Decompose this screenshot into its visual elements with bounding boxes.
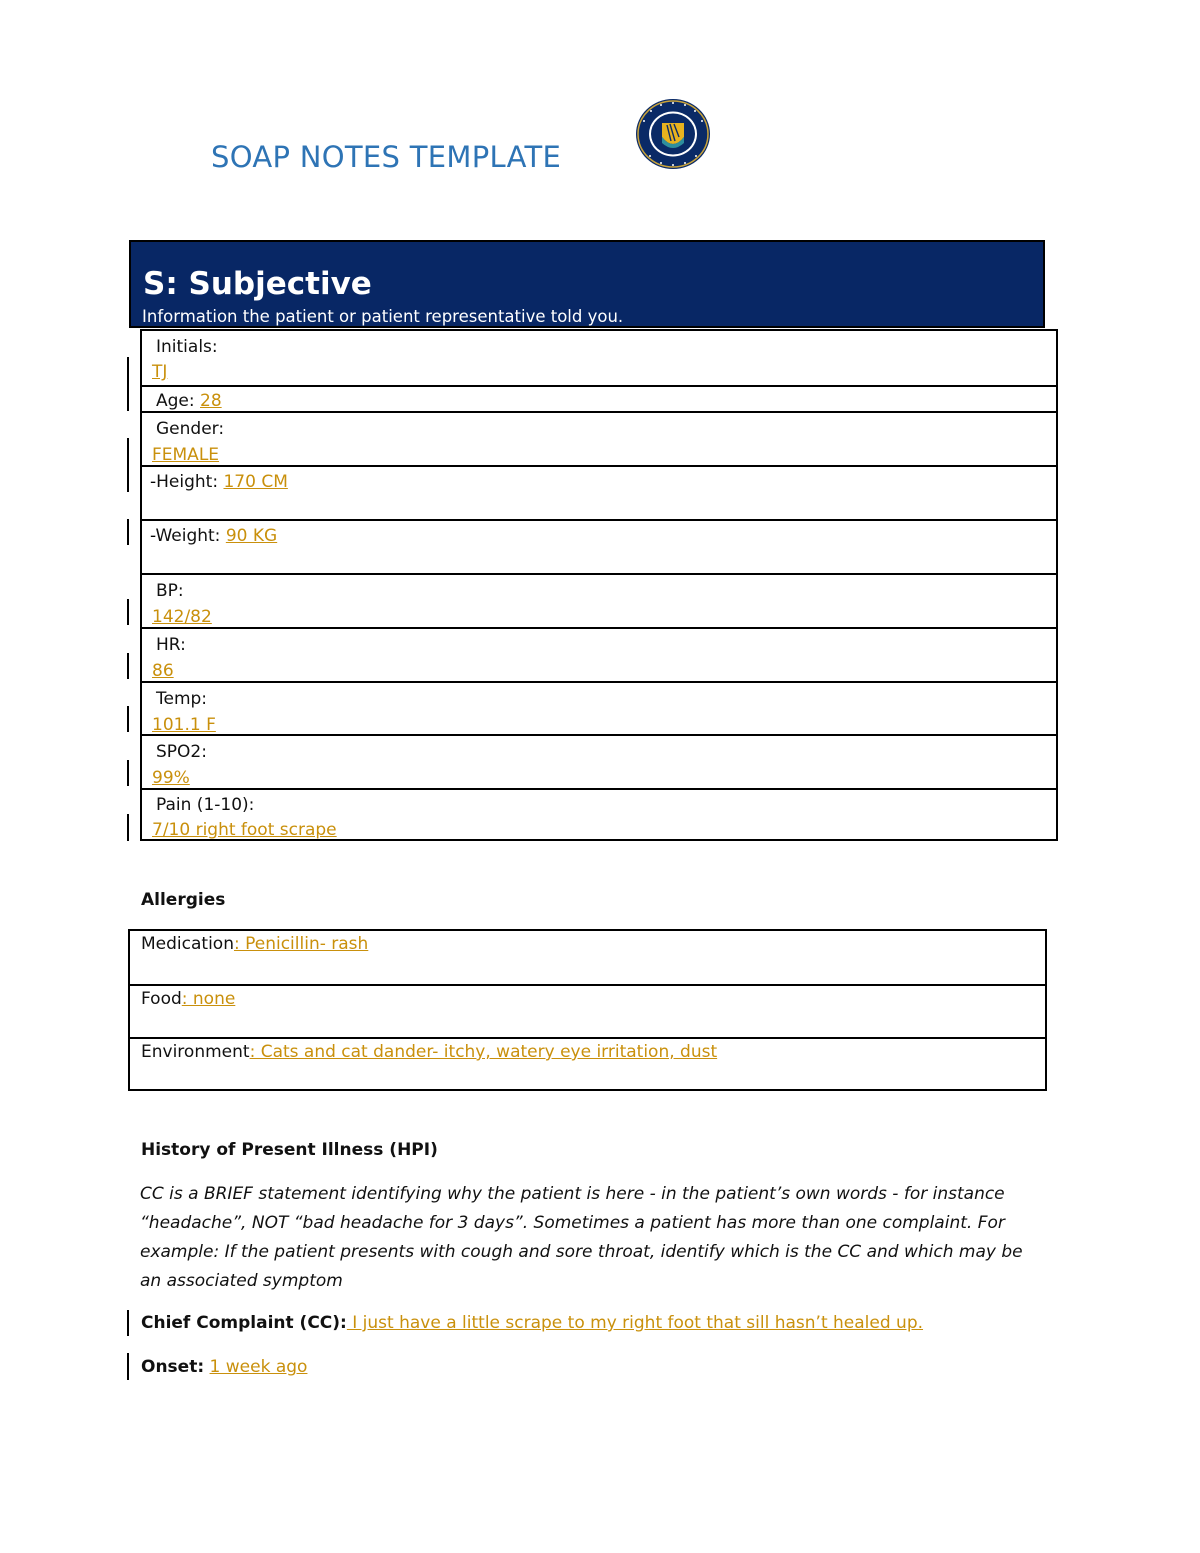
pain-value[interactable]: 7/10 right foot scrape: [152, 820, 337, 840]
temp-label: Temp:: [156, 689, 208, 709]
environment-label: Environment: [141, 1042, 250, 1062]
subjective-header: [129, 240, 1045, 328]
bp-label: BP:: [156, 581, 184, 601]
temp-row[interactable]: [142, 681, 1056, 737]
change-bar: [127, 1310, 129, 1336]
weight-row[interactable]: -Weight: 90 KG: [142, 519, 1056, 575]
pain-label: Pain (1-10):: [156, 795, 255, 815]
hr-label: HR:: [156, 635, 186, 655]
medication-row[interactable]: [130, 931, 1045, 985]
bp-value[interactable]: 142/82: [152, 607, 212, 627]
food-value[interactable]: : none: [181, 989, 236, 1009]
hr-row[interactable]: [142, 627, 1056, 683]
change-bar: [127, 519, 129, 545]
age-row[interactable]: [142, 385, 1056, 413]
height-row[interactable]: -Height: 170 CM: [142, 465, 1056, 521]
age-value[interactable]: 28: [200, 391, 222, 411]
chief-complaint-line[interactable]: [141, 1313, 923, 1333]
initials-row[interactable]: [142, 331, 1056, 385]
hpi-heading: History of Present Illness (HPI): [141, 1140, 438, 1160]
spo2-value[interactable]: 99%: [152, 768, 190, 788]
change-bar: [127, 599, 129, 625]
onset-line[interactable]: [141, 1357, 307, 1377]
weight-label: Weight:: [155, 526, 221, 546]
change-bar: [127, 814, 129, 841]
age-label: Age:: [156, 391, 195, 411]
bp-row[interactable]: [142, 573, 1056, 629]
change-bar: [127, 760, 129, 786]
vitals-table: [140, 329, 1058, 841]
initials-value[interactable]: TJ: [152, 362, 168, 382]
university-seal-logo: [634, 97, 712, 171]
allergies-heading: Allergies: [141, 890, 226, 910]
subjective-subtitle: Information the patient or patient representative told you.: [142, 307, 624, 326]
spo2-label: SPO2:: [156, 742, 207, 762]
chief-complaint-label: Chief Complaint (CC):: [141, 1313, 347, 1333]
gender-row[interactable]: [142, 411, 1056, 467]
chief-complaint-value[interactable]: I just have a little scrape to my right foot that sill hasn’t healed up.: [346, 1313, 924, 1333]
onset-value[interactable]: 1 week ago: [209, 1357, 308, 1377]
spo2-row[interactable]: [142, 734, 1056, 790]
environment-row[interactable]: [130, 1037, 1045, 1091]
change-bar: [127, 357, 129, 411]
pain-row[interactable]: [142, 788, 1056, 841]
document-title: SOAP NOTES TEMPLATE: [211, 140, 562, 174]
weight-value[interactable]: 90 KG: [225, 526, 278, 546]
medication-label: Medication: [141, 934, 234, 954]
onset-label: Onset:: [141, 1357, 205, 1377]
initials-label: Initials:: [156, 337, 218, 357]
height-value[interactable]: 170 CM: [223, 472, 288, 492]
change-bar: [127, 438, 129, 492]
change-bar: [127, 706, 129, 732]
subjective-heading: S: Subjective: [143, 266, 372, 302]
change-bar: [127, 653, 129, 679]
hr-value[interactable]: 86: [152, 661, 174, 681]
allergies-table: [128, 929, 1047, 1091]
food-label: Food: [141, 989, 182, 1009]
gender-label: Gender:: [156, 419, 225, 439]
height-label: Height:: [156, 472, 219, 492]
environment-value[interactable]: : Cats and cat dander- itchy, watery eye irritation, dust: [249, 1042, 718, 1062]
change-bar: [127, 1353, 129, 1380]
food-row[interactable]: [130, 984, 1045, 1038]
gender-value[interactable]: FEMALE: [152, 445, 220, 465]
temp-value[interactable]: 101.1 F: [152, 715, 216, 735]
medication-value[interactable]: : Penicillin- rash: [233, 934, 369, 954]
hpi-instructions: CC is a BRIEF statement identifying why the patient is here - in the patient’s own words - for instance “headache”, NOT “bad headache for 3 days”. Sometimes a patient has more than one complaint. For example: If the patient presents with cough and sore throat, identify which is the CC and which may be an associated symptom: [140, 1184, 1023, 1291]
